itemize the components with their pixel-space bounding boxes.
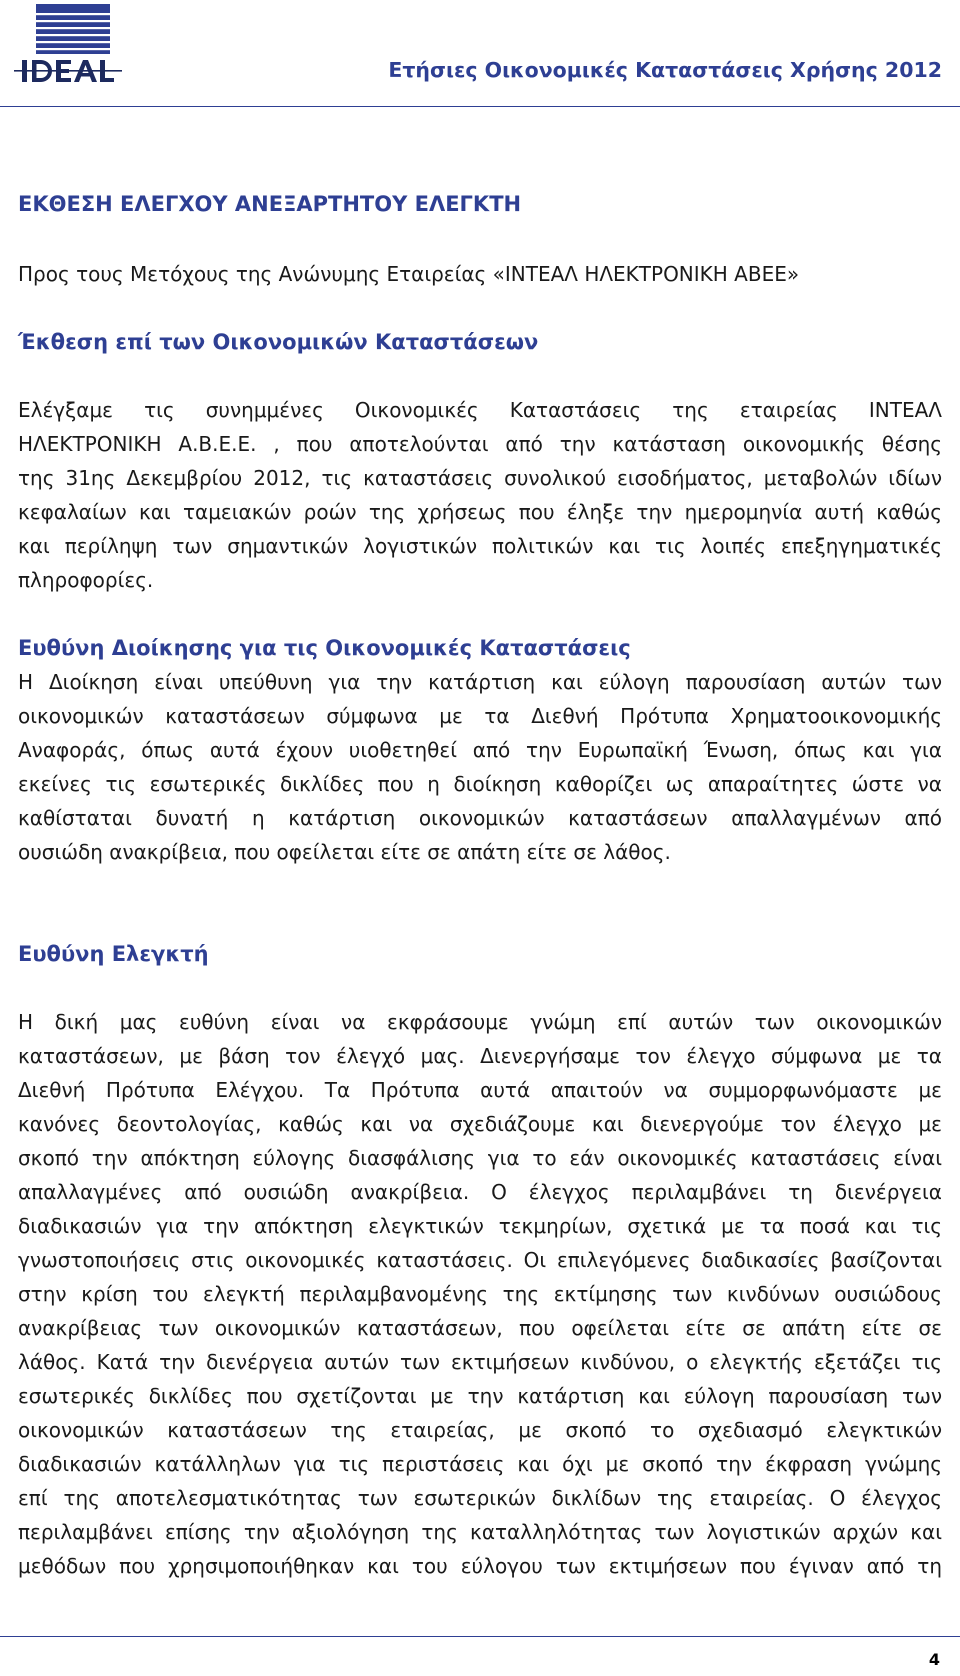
paragraph-line: οικονομικών καταστάσεων της εταιρείας, με σκοπό το σχεδιασμό ελεγκτικών xyxy=(18,1418,942,1442)
paragraph-line: πληροφορίες. xyxy=(18,568,154,592)
report-title: ΕΚΘΕΣΗ ΕΛΕΓΧΟΥ ΑΝΕΞΑΡΤΗΤΟΥ ΕΛΕΓΚΤΗ xyxy=(18,192,522,216)
paragraph-line: Η δική μας ευθύνη είναι να εκφράσουμε γνώμη επί αυτών των οικονομικών xyxy=(18,1010,942,1034)
paragraph-line: περιλαμβάνει επίσης την αξιολόγηση της καταλληλότητας των λογιστικών αρχών και xyxy=(18,1520,942,1544)
paragraph-line: της 31ης Δεκεμβρίου 2012, τις καταστάσεις συνολικού εισοδήματος, μεταβολών ιδίων xyxy=(18,466,942,490)
paragraph-line: εκείνες τις εσωτερικές δικλίδες που η διοίκηση καθορίζει ως απαραίτητες ώστε να xyxy=(18,772,942,796)
paragraph-line: απαλλαγμένες από ουσιώδη ανακρίβεια. Ο έλεγχος περιλαμβάνει τη διενέργεια xyxy=(18,1180,942,1204)
ideal-logo xyxy=(14,4,124,86)
paragraph-line: γνωστοποιήσεις στις οικονομικές καταστάσεις. Οι επιλεγόμενες διαδικασίες βασίζονται xyxy=(18,1248,942,1272)
header-divider xyxy=(0,106,960,107)
page-header xyxy=(0,0,960,112)
paragraph-line: σκοπό την απόκτηση εύλογης διασφάλισης για το εάν οικονομικές καταστάσεις είναι xyxy=(18,1146,942,1170)
paragraph-line: καθίσταται δυνατή η κατάρτιση οικονομικών καταστάσεων απαλλαγμένων από xyxy=(18,806,942,830)
section-title-financial-statements: Έκθεση επί των Οικονομικών Καταστάσεων xyxy=(18,330,539,354)
paragraph-line: Αναφοράς, όπως αυτά έχουν υιοθετηθεί από την Ευρωπαϊκή Ένωση, όπως και για xyxy=(18,738,942,762)
document-title: Ετήσιες Οικονομικές Καταστάσεις Χρήσης 2012 xyxy=(388,58,942,82)
page-number: 4 xyxy=(928,1650,940,1669)
paragraph-line: ανακρίβειας των οικονομικών καταστάσεων, που οφείλεται είτε σε απάτη είτε σε xyxy=(18,1316,942,1340)
paragraph-line: κανόνες δεοντολογίας, καθώς και να σχεδιάζουμε και διενεργούμε τον έλεγχο με xyxy=(18,1112,942,1136)
footer-divider xyxy=(0,1636,960,1637)
paragraph-line: διαδικασιών κατάλληλων για τις περιστάσεις και όχι με σκοπό την έκφραση γνώμης xyxy=(18,1452,942,1476)
paragraph-line: στην κρίση του ελεγκτή περιλαμβανομένης της εκτίμησης των κινδύνων ουσιώδους xyxy=(18,1282,942,1306)
section-title-management-responsibility: Ευθύνη Διοίκησης για τις Οικονομικές Καταστάσεις xyxy=(18,636,631,660)
paragraph-line: και περίληψη των σημαντικών λογιστικών πολιτικών και τις λοιπές επεξηγηματικές xyxy=(18,534,942,558)
paragraph-line: μεθόδων που χρησιμοποιήθηκαν και του εύλογου των εκτιμήσεων που έγιναν από τη xyxy=(18,1554,942,1578)
paragraph-line: επί της αποτελεσματικότητας των εσωτερικών δικλίδων της εταιρείας. Ο έλεγχος xyxy=(18,1486,942,1510)
paragraph-line: Η Διοίκηση είναι υπεύθυνη για την κατάρτιση και εύλογη παρουσίαση αυτών των xyxy=(18,670,942,694)
paragraph-line: λάθος. Κατά την διενέργεια αυτών των εκτιμήσεων κινδύνου, ο ελεγκτής εξετάζει τις xyxy=(18,1350,942,1374)
paragraph-line: καταστάσεων, με βάση τον έλεγχό μας. Διενεργήσαμε τον έλεγχο σύμφωνα με τα xyxy=(18,1044,942,1068)
paragraph-line: εσωτερικές δικλίδες που σχετίζονται με την κατάρτιση και εύλογη παρουσίαση των xyxy=(18,1384,942,1408)
paragraph-line: Διεθνή Πρότυπα Ελέγχου. Τα Πρότυπα αυτά απαιτούν να συμμορφωνόμαστε με xyxy=(18,1078,942,1102)
addressee: Προς τους Μετόχους της Ανώνυμης Εταιρείας «ΙΝΤΕΑΛ ΗΛΕΚΤΡΟΝΙΚΗ ΑΒΕΕ» xyxy=(18,262,800,286)
paragraph-line: ΗΛΕΚΤΡΟΝΙΚΗ Α.Β.Ε.Ε. , που αποτελούνται από την κατάσταση οικονομικής θέσης xyxy=(18,432,942,456)
paragraph-line: Ελέγξαμε τις συνημμένες Οικονομικές Καταστάσεις της εταιρείας ΙΝΤΕΑΛ xyxy=(18,398,942,422)
paragraph-line: οικονομικών καταστάσεων σύμφωνα με τα Διεθνή Πρότυπα Χρηματοοικονομικής xyxy=(18,704,942,728)
paragraph-line: ουσιώδη ανακρίβεια, που οφείλεται είτε σε απάτη είτε σε λάθος. xyxy=(18,840,671,864)
paragraph-line: διαδικασιών για την απόκτηση ελεγκτικών τεκμηρίων, σχετικά με τα ποσά και τις xyxy=(18,1214,942,1238)
section-title-auditor-responsibility: Ευθύνη Ελεγκτή xyxy=(18,942,209,966)
paragraph-line: κεφαλαίων και ταμειακών ροών της χρήσεως που έληξε την ημερομηνία αυτή καθώς xyxy=(18,500,942,524)
